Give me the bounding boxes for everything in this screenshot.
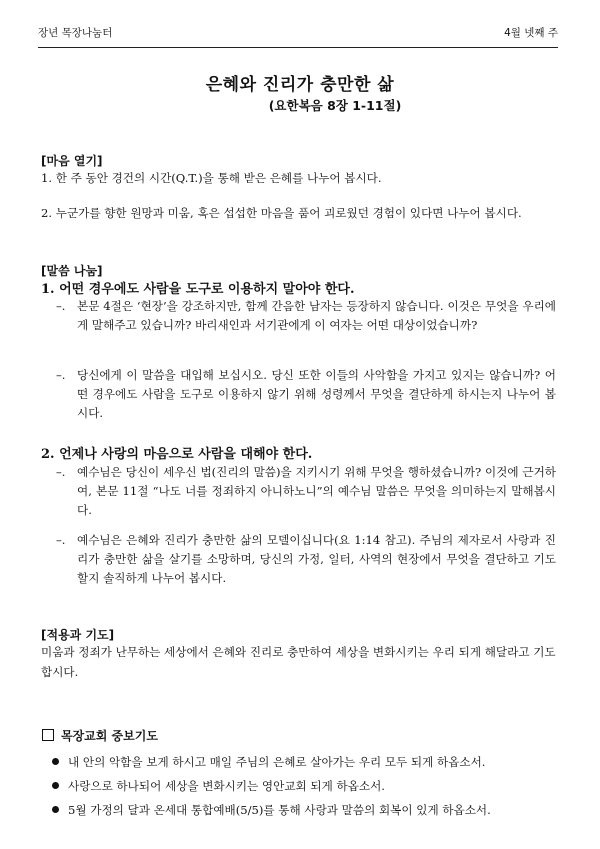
prayer-item-text: 사랑으로 하나되어 세상을 변화시키는 영안교회 되게 하옵소서. bbox=[68, 779, 385, 793]
church-prayer-label: 목장교회 중보기도 bbox=[61, 729, 158, 743]
dash-marker: –. bbox=[56, 465, 66, 479]
question-text: 예수님은 당신이 세우신 법(진리의 말씀)을 지키시기 위해 무엇을 행하셨습니까? 이것에 근거하여, 본문 11절 “나도 너를 정죄하지 아니하노니”의 예수님 말씀은 무엇을 의미하는지 말해봅시다. bbox=[77, 465, 556, 517]
sharing-heading: [말씀 나눔] bbox=[41, 264, 103, 278]
list-item bbox=[52, 774, 560, 798]
opening-heading: [마음 열기] bbox=[41, 154, 103, 168]
header-divider bbox=[38, 47, 558, 48]
list-item bbox=[52, 750, 560, 774]
header-week: 4월 넷째 주 bbox=[504, 27, 558, 39]
prayer-item-text: 5월 가정의 달과 온세대 통합예배(5/5)를 통해 사랑과 말씀의 회복이 있게 하옵소서. bbox=[68, 803, 491, 817]
opening-question-2: 2. 누군가를 향한 원망과 미움, 혹은 섭섭한 마음을 품어 괴로웠던 경험이 있다면 나누어 봅시다. bbox=[41, 206, 522, 220]
dash-marker: –. bbox=[56, 533, 66, 547]
scripture-reference: (요한복음 8장 1-11절) bbox=[268, 98, 402, 113]
dash-marker: –. bbox=[56, 299, 66, 313]
prayer-item-text: 내 안의 악함을 보게 하시고 매일 주님의 은혜로 살아가는 우리 모두 되게 하옵소서. bbox=[68, 755, 486, 769]
question-text: 예수님은 은혜와 진리가 충만한 삶의 모델이십니다(요 1:14 참고). 주님의 제자로서 사랑과 진리가 충만한 삶을 살기를 소망하며, 당신의 가정, 일터, 사역의 현장에서 무엇을 결단하고 기도할지 솔직하게 나누어 봅시다. bbox=[77, 533, 556, 585]
question-text: 당신에게 이 말씀을 대입해 보십시오. 당신 또한 이들의 사악함을 가지고 있지는 않습니까? 어떤 경우에도 사람을 도구로 이용하지 않기 위해 성령께서 무엇을 결단하게 하시는지 나누어 봅시다. bbox=[77, 368, 556, 420]
dash-marker: –. bbox=[56, 368, 66, 382]
page-title: 은혜와 진리가 충만한 삶 bbox=[205, 75, 395, 95]
church-prayer-list bbox=[52, 750, 560, 822]
application-text: 미움과 정죄가 난무하는 세상에서 은혜와 진리로 충만하여 세상을 변화시키는 우리 되게 해달라고 기도합시다. bbox=[41, 645, 556, 679]
opening-question-1: 1. 한 주 동안 경건의 시간(Q.T.)을 통해 받은 은혜를 나누어 봅시다. bbox=[41, 171, 382, 185]
point-1-question-1 bbox=[56, 297, 556, 335]
checkbox-icon bbox=[42, 729, 54, 741]
list-item bbox=[52, 798, 560, 822]
page-header bbox=[38, 25, 558, 43]
point-2-question-1 bbox=[56, 463, 556, 520]
bullet-icon bbox=[52, 758, 59, 765]
point-2-title: 2. 언제나 사랑의 마음으로 사람을 대해야 한다. bbox=[41, 447, 313, 462]
point-1-question-2 bbox=[56, 366, 556, 423]
bullet-icon bbox=[52, 806, 59, 813]
bullet-icon bbox=[52, 782, 59, 789]
question-text: 본문 4절은 ‘현장’을 강조하지만, 함께 간음한 남자는 등장하지 않습니다. 이것은 무엇을 우리에게 말해주고 있습니까? 바리새인과 서기관에게 이 여자는 어떤 대상이었습니까? bbox=[77, 299, 556, 332]
point-1-title: 1. 어떤 경우에도 사람을 도구로 이용하지 말아야 한다. bbox=[41, 282, 355, 297]
application-heading: [적용과 기도] bbox=[41, 628, 115, 642]
church-prayer-heading bbox=[42, 727, 158, 744]
header-group-name: 장년 목장나눔터 bbox=[38, 27, 113, 39]
point-2-question-2 bbox=[56, 531, 556, 588]
